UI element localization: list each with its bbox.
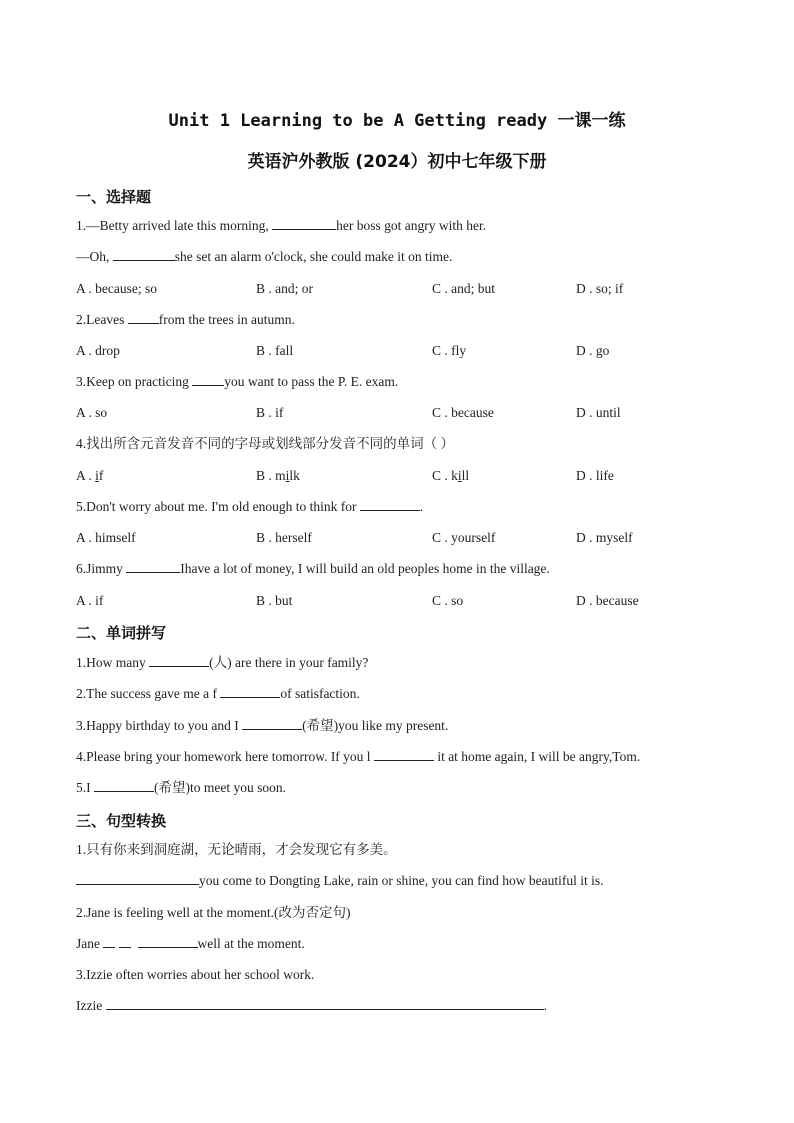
question-text: from the trees in autumn. <box>158 312 295 327</box>
spelling-5 <box>76 779 286 797</box>
question-text: 2.The success gave me a f <box>76 686 221 701</box>
question-text: it at home again, I will be angry,Tom. <box>433 749 641 764</box>
answer-blank[interactable] <box>138 935 198 948</box>
question-4: 4.找出所含元音发音不同的字母或划线部分发音不同的单词（ ） <box>76 436 454 451</box>
question-text: (希望)you like my present. <box>302 718 449 733</box>
question-text: her boss got angry with her. <box>336 218 487 233</box>
answer-blank[interactable] <box>103 935 115 948</box>
question-2 <box>76 311 295 329</box>
option-2b[interactable]: B . fall <box>256 343 294 358</box>
transform-2: 2.Jane is feeling well at the moment.(改为否定句) <box>76 905 351 920</box>
option-1a[interactable]: A . because; so <box>76 281 157 296</box>
answer-blank[interactable] <box>149 654 209 667</box>
option-6b[interactable]: B . but <box>256 593 293 608</box>
answer-blank[interactable] <box>76 872 199 885</box>
question-text: 6.Jimmy <box>76 561 127 576</box>
question-text: you want to pass the P. E. exam. <box>224 374 399 389</box>
option-1b[interactable]: B . and; or <box>256 281 313 296</box>
answer-blank[interactable] <box>119 935 131 948</box>
answer-blank[interactable] <box>126 560 180 573</box>
question-text: Ihave a lot of money, I will build an old peoples home in the village. <box>180 561 550 576</box>
answer-text: well at the moment. <box>197 936 305 951</box>
question-text: . <box>419 499 424 514</box>
answer-text: Izzie <box>76 998 106 1013</box>
section-heading-spelling: 二、单词拼写 <box>76 624 167 642</box>
question-text: 3.Happy birthday to you and I <box>76 718 243 733</box>
answer-blank[interactable] <box>128 311 159 324</box>
underlined-letter: i <box>457 468 462 483</box>
option-4c[interactable] <box>432 467 469 485</box>
underlined-letter: i <box>285 468 290 483</box>
underlined-letter: i <box>95 468 99 483</box>
answer-blank[interactable] <box>106 997 544 1010</box>
answer-blank[interactable] <box>94 779 154 792</box>
answer-blank[interactable] <box>272 217 336 230</box>
question-text: 5.Don't worry about me. I'm old enough to think for <box>76 499 360 514</box>
question-1b <box>76 248 452 266</box>
option-2a[interactable]: A . drop <box>76 343 120 358</box>
option-1d[interactable]: D . so; if <box>576 281 624 296</box>
answer-blank[interactable] <box>360 498 420 511</box>
option-text: B . m <box>256 468 286 483</box>
transform-3: 3.Izzie often worries about her school work. <box>76 967 315 982</box>
option-text: ll <box>461 468 470 483</box>
question-1a <box>76 217 486 235</box>
transform-1: 1.只有你来到洞庭湖，无论晴雨，才会发现它有多美。 <box>76 842 397 857</box>
option-2d[interactable]: D . go <box>576 343 610 358</box>
option-3c[interactable]: C . because <box>432 405 494 420</box>
question-text: she set an alarm o'clock, she could make it on time. <box>174 249 453 264</box>
section-heading-transform: 三、句型转换 <box>76 812 167 830</box>
option-6a[interactable]: A . if <box>76 593 104 608</box>
option-5b[interactable]: B . herself <box>256 530 312 545</box>
answer-text: . <box>543 998 547 1013</box>
spelling-1 <box>76 654 368 672</box>
transform-2-answer <box>76 935 305 953</box>
answer-blank[interactable] <box>113 248 175 261</box>
question-text: 3.Keep on practicing <box>76 374 193 389</box>
answer-text: you come to Dongting Lake, rain or shine, you can find how beautiful it is. <box>199 873 604 888</box>
option-4b[interactable] <box>256 467 300 485</box>
option-text: C . k <box>432 468 458 483</box>
question-text: 1.How many <box>76 655 150 670</box>
spelling-3 <box>76 717 448 735</box>
option-text: f <box>98 468 104 483</box>
option-1c[interactable]: C . and; but <box>432 281 495 296</box>
option-3b[interactable]: B . if <box>256 405 284 420</box>
question-text: 1.—Betty arrived late this morning, <box>76 218 273 233</box>
answer-text: Jane <box>76 936 104 951</box>
spelling-4 <box>76 748 640 766</box>
option-6d[interactable]: D . because <box>576 593 639 608</box>
spelling-2 <box>76 685 360 703</box>
option-6c[interactable]: C . so <box>432 593 464 608</box>
transform-1-answer <box>76 872 604 890</box>
option-4d[interactable]: D . life <box>576 468 614 483</box>
answer-blank[interactable] <box>242 717 302 730</box>
answer-blank[interactable] <box>374 748 434 761</box>
answer-blank[interactable] <box>192 373 224 386</box>
question-text: of satisfaction. <box>280 686 360 701</box>
question-6 <box>76 560 550 578</box>
option-5c[interactable]: C . yourself <box>432 530 496 545</box>
question-5 <box>76 498 423 516</box>
option-4a[interactable] <box>76 467 103 485</box>
question-text: (人) are there in your family? <box>209 655 369 670</box>
question-text: 5.I <box>76 780 94 795</box>
question-text: 2.Leaves <box>76 312 128 327</box>
option-2c[interactable]: C . fly <box>432 343 467 358</box>
title-line-1: Unit 1 Learning to be A Getting ready 一课一练 <box>168 111 626 131</box>
question-text: —Oh, <box>76 249 113 264</box>
answer-blank[interactable] <box>220 685 280 698</box>
option-5d[interactable]: D . myself <box>576 530 633 545</box>
question-text: 4.Please bring your homework here tomorrow. If you l <box>76 749 374 764</box>
option-3d[interactable]: D . until <box>576 405 621 420</box>
option-5a[interactable]: A . himself <box>76 530 136 545</box>
transform-3-answer <box>76 997 547 1015</box>
title-line-2: 英语沪外教版 (2024）初中七年级下册 <box>247 152 547 172</box>
question-text: (希望)to meet you soon. <box>154 780 286 795</box>
option-text: lk <box>289 468 300 483</box>
option-text: A . <box>76 468 96 483</box>
question-3 <box>76 373 398 391</box>
section-heading-choice: 一、选择题 <box>76 188 152 206</box>
option-3a[interactable]: A . so <box>76 405 108 420</box>
